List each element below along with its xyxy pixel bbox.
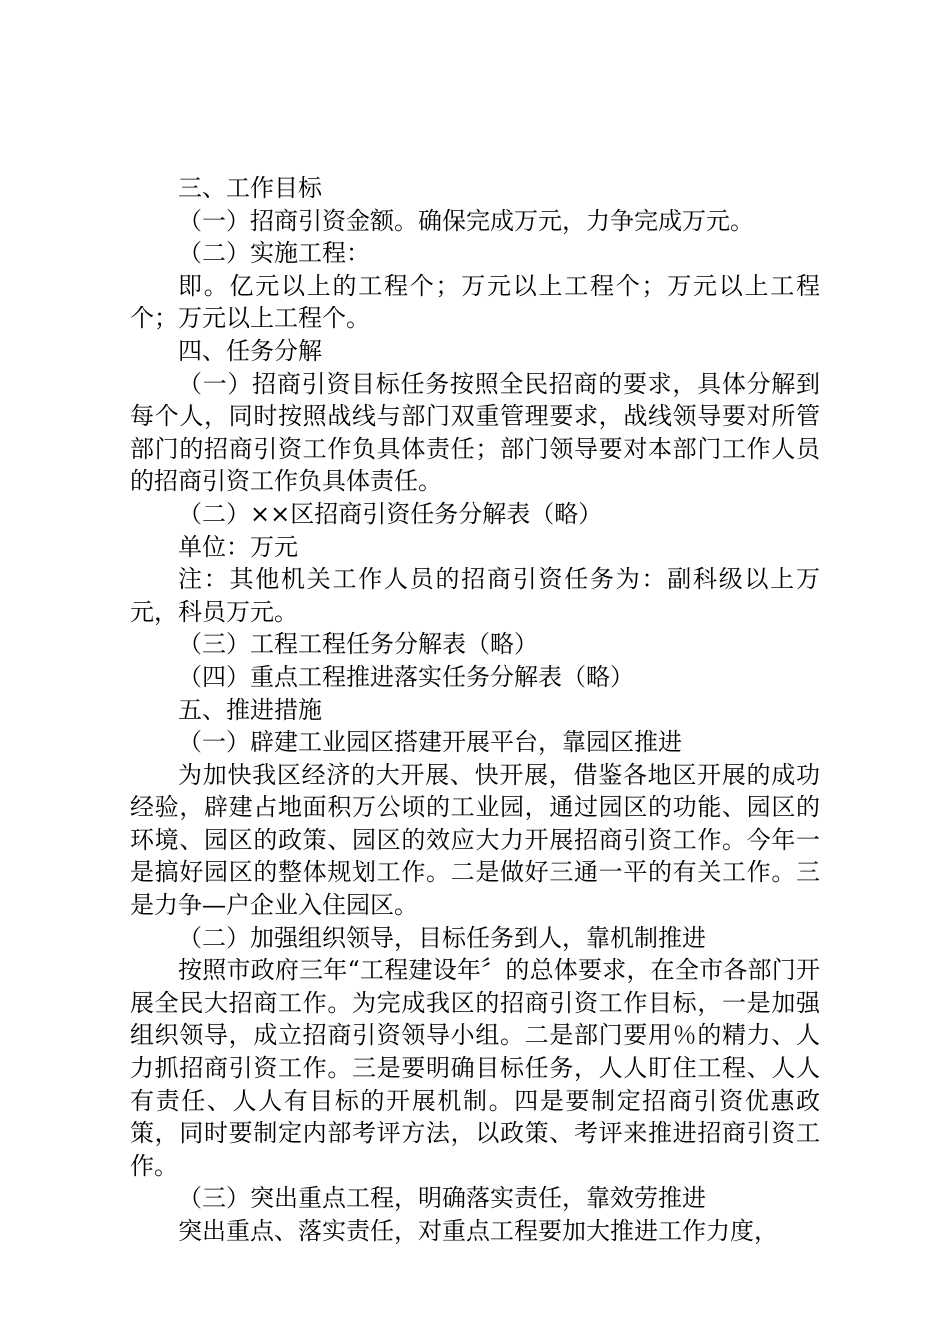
subheading-industrial-park: （一）辟建工业园区搭建开展平台，靠园区推进 <box>178 728 682 757</box>
paragraph-note: 注：其他机关工作人员的招商引资任务为：副科级以上万元，科员万元。 <box>130 565 820 626</box>
paragraph-investment-amount: （一）招商引资金额。确保完成万元，力争完成万元。 <box>178 206 754 235</box>
paragraph-task-responsibility: （一）招商引资目标任务按照全民招商的要求，具体分解到每个人，同时按照战线与部门双重管理要求，战线领导要对所管部门的招商引资工作负具体责任；部门领导要对本部门工作人员的招商引资工作负具体责任。 <box>130 369 820 496</box>
heading-measures: 五、推进措施 <box>178 695 322 724</box>
paragraph-project-counts: 即。亿元以上的工程个；万元以上工程个；万元以上工程个；万元以上工程个。 <box>130 271 820 333</box>
paragraph-key-project-table: （四）重点工程推进落实任务分解表（略） <box>178 662 634 691</box>
heading-task-breakdown: 四、任务分解 <box>178 336 322 365</box>
paragraph-organization: 按照市政府三年“工程建设年〞的总体要求，在全市各部门开展全民大招商工作。为完成我区的招商引资工作目标，一是加强组织领导，成立招商引资领导小组。二是部门要用％的精力、人力抓招商引资工作。三是要明确目标任务，人人盯住工程、人人有责任、人人有目标的开展机制。四是要制定招商引资优惠政策，同时要制定内部考评方法，以政策、考评来推进招商引资工作。 <box>130 956 820 1180</box>
paragraph-implementation-heading: （二）实施工程： <box>178 239 370 268</box>
paragraph-key-projects: 突出重点、落实责任，对重点工程要加大推进工作力度， <box>178 1217 778 1245</box>
document-body <box>130 172 820 1248</box>
paragraph-project-task-table: （三）工程工程任务分解表（略） <box>178 630 538 659</box>
subheading-key-projects: （三）突出重点工程，明确落实责任，靠效劳推进 <box>178 1184 706 1213</box>
subheading-organization: （二）加强组织领导，目标任务到人，靠机制推进 <box>178 923 706 952</box>
paragraph-industrial-park: 为加快我区经济的大开展、快开展，借鉴各地区开展的成功经验，辟建占地面积万公顷的工业园，通过园区的功能、园区的环境、园区的政策、园区的效应大力开展招商引资工作。今年一是搞好园区的整体规划工作。二是做好三通一平的有关工作。三是力争—户企业入住园区。 <box>130 760 820 920</box>
paragraph-district-task-table: （二）××区招商引资任务分解表（略） <box>178 499 603 528</box>
heading-work-goals: 三、工作目标 <box>178 174 322 202</box>
paragraph-unit: 单位：万元 <box>178 532 298 561</box>
